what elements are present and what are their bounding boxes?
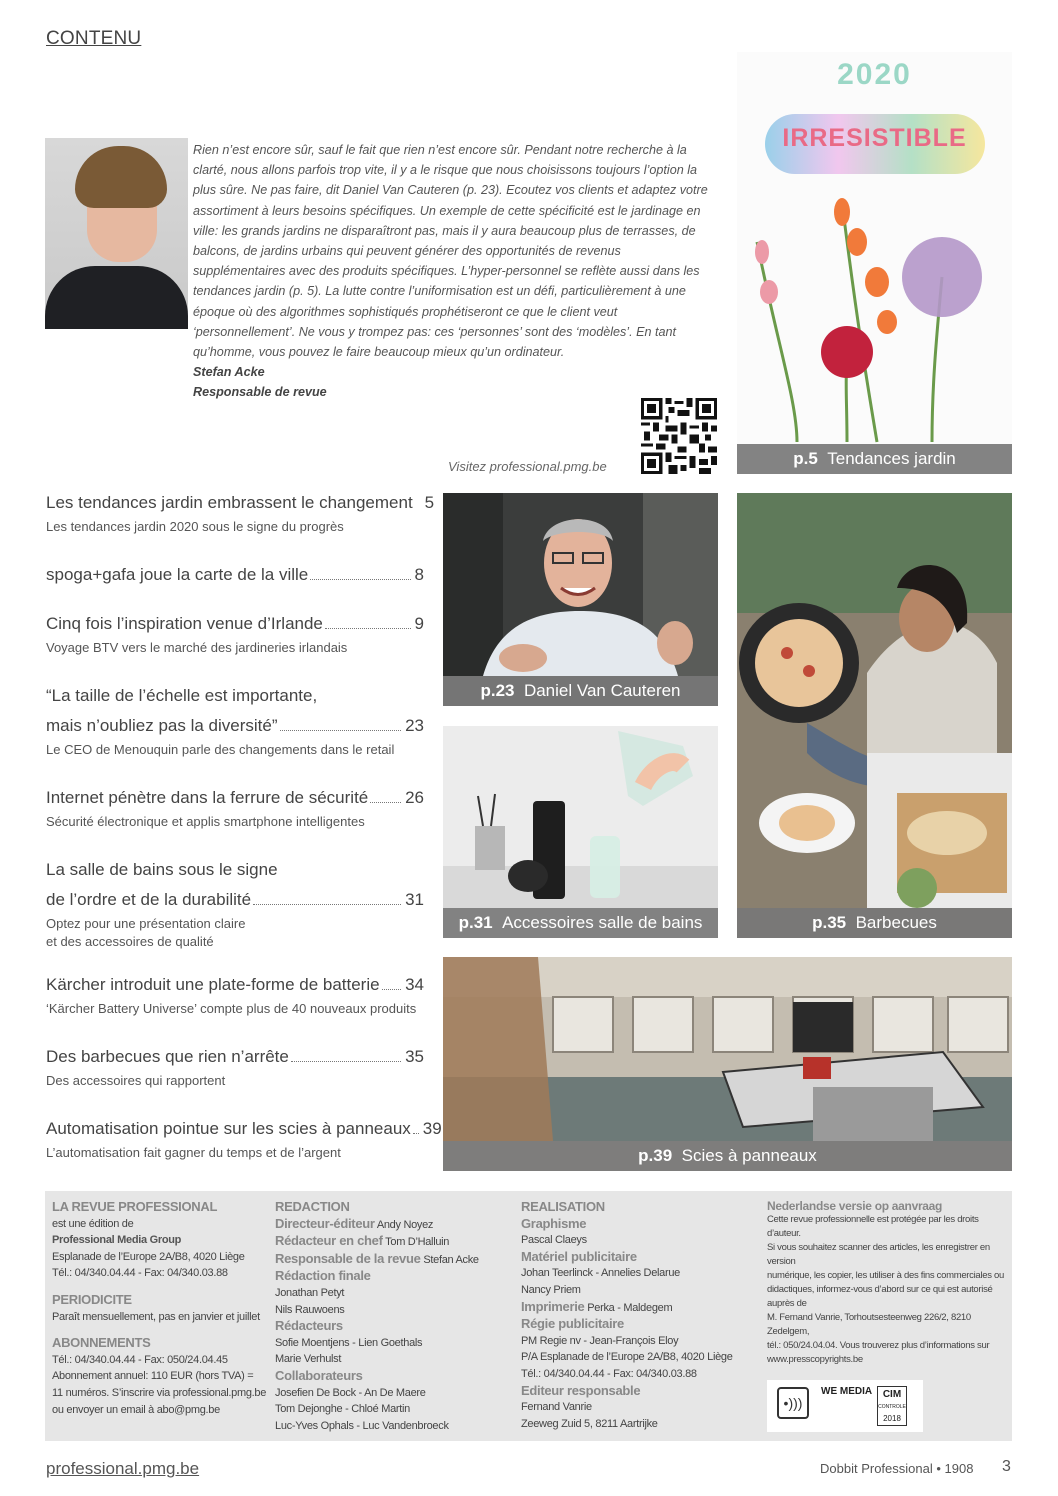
- toc-entry-page: 5: [424, 493, 435, 512]
- toc-entry-title-line1: [46, 681, 424, 711]
- toc-entry-title-line1: [46, 855, 424, 885]
- colophon-key: Graphisme: [521, 1215, 587, 1231]
- certification-logos: [767, 1380, 923, 1432]
- colophon-line: ou envoyer un email à abo@pmg.be: [52, 1403, 220, 1416]
- toc-entry-page: 35: [405, 1047, 424, 1066]
- colophon-copyright: [767, 1199, 1007, 1367]
- colophon-line: didactiques, informez-vous d’abord sur ce qui est autorisé auprès de: [767, 1284, 993, 1309]
- toc-entry-title-row: [46, 1042, 424, 1072]
- toc-entry-title: de l’ordre et de la durabilité: [46, 890, 252, 909]
- toc-entry-page: 31: [405, 890, 424, 909]
- colophon-line: Si vous souhaitez scanner des articles, les enregistrer en version: [767, 1242, 990, 1267]
- colophon-line: Nils Rauwoens: [275, 1303, 345, 1316]
- colophon-line: Zeeweg Zuid 5, 8211 Aartrijke: [521, 1417, 658, 1430]
- toc-entry-page: 23: [405, 716, 424, 735]
- colophon-key: Imprimerie: [521, 1298, 585, 1314]
- toc-entry-title-line1-text: “La taille de l’échelle est importante,: [46, 686, 318, 705]
- cim-logo-year: 2018: [883, 1414, 901, 1423]
- caption-p35-page: p.35: [812, 913, 847, 932]
- caption-p39: [443, 1141, 1012, 1171]
- colophon-line: Esplanade de l’Europe 2A/B8, 4020 Liège: [52, 1250, 245, 1263]
- cover-year: 2020: [837, 58, 912, 91]
- colophon-line: Abonnement annuel: 110 EUR (hors TVA) =: [52, 1370, 254, 1383]
- caption-p35: [737, 908, 1012, 938]
- editorial: [193, 140, 713, 403]
- page-number: 3: [1002, 1458, 1011, 1475]
- colophon-line: M. Fernand Vanrie, Torhoutsesteenweg 226/2, 8210 Zedelgem,: [767, 1312, 971, 1337]
- toc-entry-page: 8: [414, 565, 424, 584]
- colophon-line: Josefien De Bock - An De Maere: [275, 1386, 426, 1399]
- colophon-key: Responsable de la revue: [275, 1250, 421, 1266]
- caption-p5-page: p.5: [793, 449, 818, 468]
- caption-p31: [443, 908, 718, 938]
- caption-p23-page: p.23: [480, 681, 515, 700]
- toc-entry-subtitle: Sécurité électronique et applis smartphone intelligentes: [46, 814, 365, 829]
- colophon-line: Fernand Vanrie: [521, 1401, 592, 1414]
- colophon-key: Matériel publicitaire: [521, 1248, 637, 1264]
- colophon-heading: REDACTION: [275, 1199, 350, 1214]
- editor-photo: [45, 138, 188, 329]
- toc-entry-title: Automatisation pointue sur les scies à panneaux: [46, 1119, 411, 1138]
- toc-entry-subtitle-2: et des accessoires de qualité: [46, 934, 214, 949]
- colophon-publisher: [52, 1199, 272, 1418]
- cim-logo: [877, 1386, 907, 1426]
- toc-entry-title: Internet pénètre dans la ferrure de sécurité: [46, 788, 369, 807]
- colophon-heading: PERIODICITE: [52, 1291, 132, 1307]
- toc-entry-title-row: [46, 970, 424, 1000]
- colophon-line: Johan Teerlinck - Annelies Delarue: [521, 1267, 680, 1280]
- toc-entry-title-row: [46, 885, 424, 915]
- caption-p31-page: p.31: [458, 913, 493, 932]
- toc-entry[interactable]: [46, 855, 424, 951]
- toc-entry-title-row: [46, 1114, 442, 1144]
- image-accessoires-salle-de-bains[interactable]: [443, 726, 718, 938]
- colophon-key: Directeur-éditeur: [275, 1215, 375, 1231]
- toc-entry-subtitle: Le CEO de Menouquin parle des changements dans le retail: [46, 742, 395, 757]
- colophon-value: Perka - Maldegem: [587, 1301, 673, 1314]
- image-daniel-van-cauteren[interactable]: [443, 493, 718, 706]
- colophon-heading: Nederlandse versie op aanvraag: [767, 1199, 943, 1213]
- colophon-line: Sofie Moentjens - Lien Goethals: [275, 1336, 423, 1349]
- colophon-line: 11 numéros. S’inscrire via professional.pmg.be: [52, 1386, 267, 1399]
- colophon-line: Pascal Claeys: [521, 1234, 587, 1247]
- toc-entry-title-line1-text: La salle de bains sous le signe: [46, 860, 278, 879]
- colophon-heading: REALISATION: [521, 1199, 605, 1214]
- section-header: CONTENU: [46, 28, 142, 49]
- recycle-logo-icon: •))): [777, 1387, 809, 1419]
- caption-p39-label: Scies à panneaux: [681, 1146, 817, 1165]
- colophon-heading: LA REVUE PROFESSIONAL: [52, 1199, 218, 1214]
- website-link[interactable]: professional.pmg.be: [46, 1459, 200, 1478]
- colophon-redaction: [275, 1199, 505, 1434]
- colophon-heading: ABONNEMENTS: [52, 1335, 151, 1351]
- toc-entry-page: 26: [405, 788, 424, 807]
- toc-entry-title-row: [46, 488, 435, 518]
- toc-entry-title-row: [46, 609, 424, 639]
- toc-entry-title: spoga+gafa joue la carte de la ville: [46, 565, 309, 584]
- toc-entry[interactable]: [46, 488, 435, 536]
- caption-p35-label: Barbecues: [855, 913, 937, 932]
- toc-entry-title: Des barbecues que rien n’arrête: [46, 1047, 289, 1066]
- toc-entry-title: mais n’oubliez pas la diversité”: [46, 716, 278, 735]
- colophon-line: est une édition de: [52, 1217, 134, 1230]
- toc-entry-subtitle: Des accessoires qui rapportent: [46, 1073, 226, 1088]
- colophon-line: Tél.: 04/340.04.44 - Fax: 050/24.04.45: [52, 1353, 228, 1366]
- caption-p5-label: Tendances jardin: [827, 449, 956, 468]
- colophon-line: Paraît mensuellement, pas en janvier et juillet: [52, 1310, 260, 1323]
- toc-entry-title: Kärcher introduit une plate-forme de batterie: [46, 975, 380, 994]
- toc-entry-title: Cinq fois l’inspiration venue d’Irlande: [46, 614, 323, 633]
- toc-entry[interactable]: [46, 1114, 442, 1162]
- toc-entry-subtitle: Voyage BTV vers le marché des jardineries irlandais: [46, 640, 348, 655]
- colophon-line: Luc-Yves Ophals - Luc Vandenbroeck: [275, 1419, 449, 1432]
- cover-brand: IRRESISTIBLE: [782, 124, 967, 152]
- qr-code[interactable]: [641, 398, 717, 474]
- caption-p23: [443, 676, 718, 706]
- cim-logo-text: CIM: [882, 1389, 902, 1400]
- colophon-line: Tél.: 04/340.04.44 - Fax: 04/340.03.88: [521, 1367, 697, 1380]
- toc-entry[interactable]: [46, 783, 424, 831]
- caption-p23-label: Daniel Van Cauteren: [523, 681, 681, 700]
- caption-p31-label: Accessoires salle de bains: [502, 913, 703, 932]
- colophon-value: Stefan Acke: [423, 1253, 479, 1266]
- cover-image-tendances-jardin[interactable]: [737, 52, 1012, 474]
- toc-entry-subtitle: L’automatisation fait gagner du temps et de l’argent: [46, 1145, 341, 1160]
- colophon-line: PM Regie nv - Jean-François Eloy: [521, 1334, 679, 1347]
- colophon-key: Rédaction finale: [275, 1268, 371, 1284]
- colophon: [45, 1191, 1012, 1441]
- colophon-line: Jonathan Petyt: [275, 1286, 345, 1299]
- colophon-key: Régie publicitaire: [521, 1316, 624, 1332]
- editorial-role: Responsable de revue: [193, 385, 327, 400]
- editorial-text: Rien n’est encore sûr, sauf le fait que rien n’est encore sûr. Pendant notre recherche à la clarté, nous allons parfois trop vite, il y a le risque que nous choisissons toujours l’option la plus sûre. Ne pas faire, dit Daniel Van Cauteren (p. 23). Ecoutez vos clients et adaptez votre assortiment à leurs besoins spécifiques. Un exemple de cette spécificité est le jardinage en ville: les grands jardins ne disparaîtront pas, mais il y aura beaucoup plus de terrasses, de balcons, de jardins urbains qui peuvent générer des opportunités de revenus supplémentaires avec des produits spécifiques. L’hyper-personnel se reflète aussi dans les tendances jardin (p. 5). La lutte contre l’uniformisation est un défi, particulièrement à une époque où des algorithmes sophistiqués prophétiseront ce que le client veut ‘personnellement’. Ne vous y trompez pas: ces ‘personnes’ sont des ‘modèles’. En tant qu’homme, vous pouvez le faire beaucoup mieux qu’un ordinateur.: [193, 143, 708, 360]
- toc-entry-subtitle: Optez pour une présentation claire: [46, 916, 246, 931]
- image-scies-a-panneaux[interactable]: [443, 957, 1012, 1171]
- colophon-line: Professional Media Group: [52, 1234, 182, 1247]
- wemedia-logo-text: WE MEDIA: [821, 1386, 873, 1397]
- toc-entry-subtitle: Les tendances jardin 2020 sous le signe du progrès: [46, 519, 344, 534]
- colophon-line: Tom Dejonghe - Chloé Martin: [275, 1403, 410, 1416]
- colophon-key: Rédacteur en chef: [275, 1233, 383, 1249]
- colophon-line: P/A Esplanade de l’Europe 2A/B8, 4020 Liège: [521, 1351, 733, 1364]
- colophon-line: Marie Verhulst: [275, 1353, 342, 1366]
- publication-info: Dobbit Professional • 1908: [820, 1461, 974, 1476]
- toc-entry[interactable]: [46, 560, 424, 590]
- toc-entry-title-row: [46, 711, 424, 741]
- colophon-line: Cette revue professionnelle est protégée par les droits d’auteur.: [767, 1214, 979, 1239]
- colophon-realisation: [521, 1199, 751, 1432]
- colophon-value: Tom D’Halluin: [385, 1236, 450, 1249]
- caption-p39-page: p.39: [638, 1146, 673, 1165]
- visit-website-text: Visitez professional.pmg.be: [448, 459, 607, 474]
- colophon-key: Editeur responsable: [521, 1382, 641, 1398]
- colophon-line: Nancy Priem: [521, 1283, 581, 1296]
- toc-entry-title-row: [46, 783, 424, 813]
- toc-entry[interactable]: [46, 970, 424, 1018]
- toc-entry-page: 34: [405, 975, 424, 994]
- toc-entry-title-row: [46, 560, 424, 590]
- colophon-link[interactable]: www.presscopyrights.be: [767, 1354, 863, 1365]
- toc-entry-subtitle: ‘Kärcher Battery Universe’ compte plus de 40 nouveaux produits: [46, 1001, 417, 1016]
- toc-entry-page: 9: [414, 614, 424, 633]
- cim-logo-subtext: CONTROLE: [878, 1404, 906, 1410]
- colophon-line: Tél.: 04/340.04.44 - Fax: 04/340.03.88: [52, 1267, 228, 1280]
- caption-p5: [737, 444, 1012, 474]
- colophon-value: Andy Noyez: [376, 1218, 434, 1231]
- toc-entry[interactable]: [46, 1042, 424, 1090]
- colophon-key: Collaborateurs: [275, 1367, 363, 1383]
- colophon-key: Rédacteurs: [275, 1318, 343, 1334]
- toc-entry[interactable]: [46, 681, 424, 759]
- colophon-line: tél.: 050/24.04.04. Vous trouverez plus d’informations sur: [767, 1340, 990, 1351]
- toc-entry-title: Les tendances jardin embrassent le changement: [46, 493, 413, 512]
- colophon-line: numérique, les copier, les utiliser à des fins commerciales ou: [767, 1270, 1004, 1281]
- toc-entry-page: 39: [422, 1119, 442, 1138]
- wemedia-logo: [821, 1386, 872, 1397]
- image-barbecues[interactable]: [737, 493, 1012, 938]
- editorial-author: Stefan Acke: [193, 365, 265, 380]
- toc-entry[interactable]: [46, 609, 424, 657]
